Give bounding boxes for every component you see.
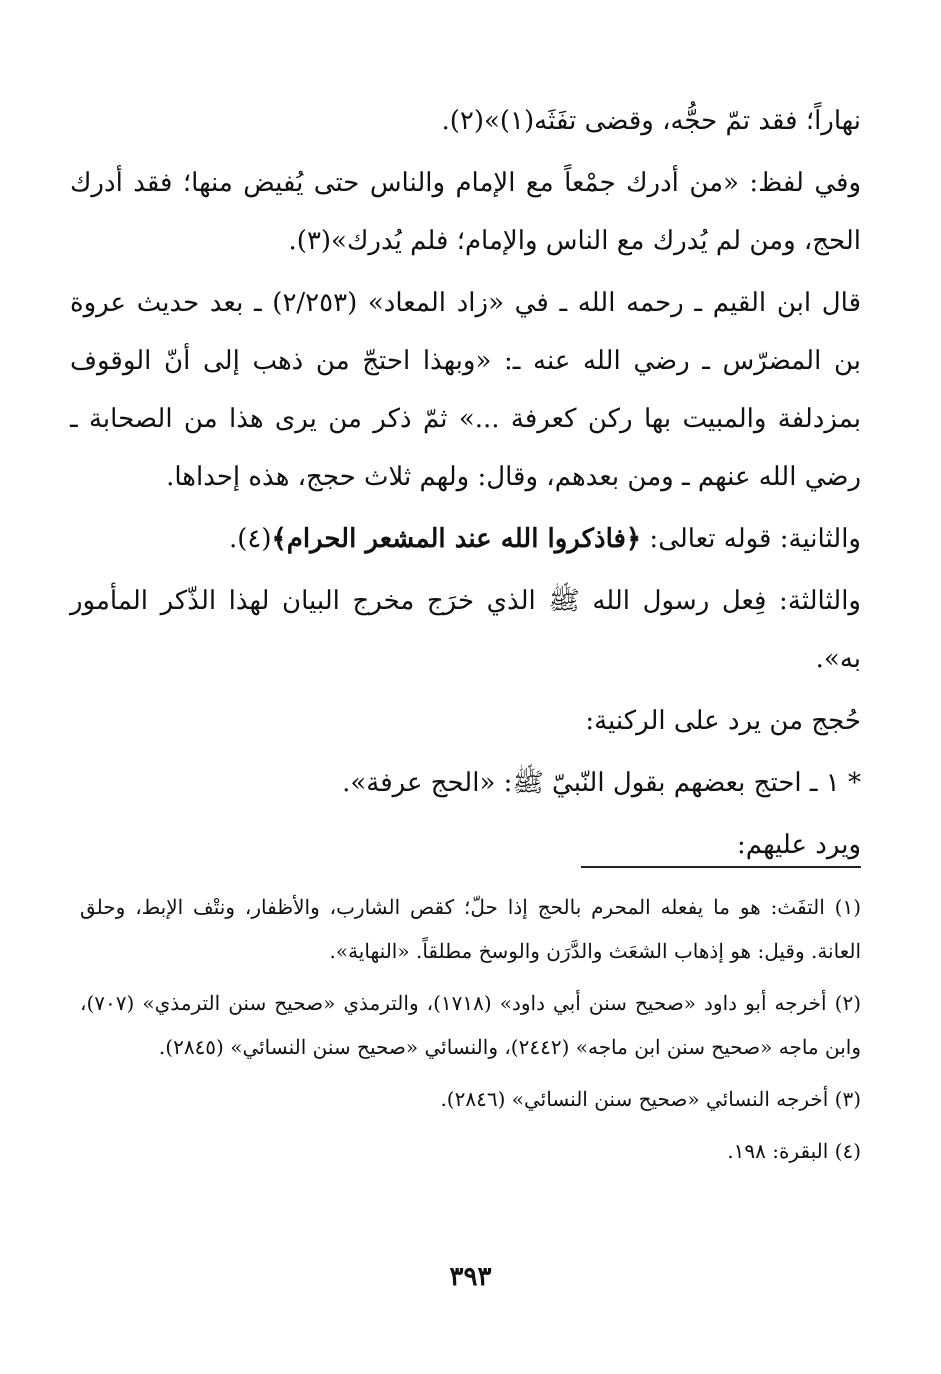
second-proof-footnote-ref: (٤).: [228, 524, 272, 554]
quran-verse: ﴿فاذكروا الله عند المشعر الحرام﴾: [271, 524, 642, 554]
footnote-4: (٤) البقرة: ١٩٨.: [727, 1139, 861, 1163]
paragraph-ibn-al-qayyim-quote: قال ابن القيم ـ رحمه الله ـ في «زاد المعاد» (٢/٢٥٣) ـ بعد حديث عروة بن المضرّس ـ رضي الله عنه ـ: «وبهذا احتجّ من ذهب إلى أنّ الوقوف بمزدلفة والمبيت بها ركن كعرفة ...» ثمّ ذكر من يرى هذا من الصحابة ـ رضي الله عنهم ـ ومن بعدهم، وقال: ولهم ثلاث حجج، هذه إحداها.: [70, 288, 861, 492]
paragraph-second-proof: [70, 510, 861, 568]
section-heading: حُجج من يرد على الركنية:: [585, 706, 861, 736]
paragraph-hadith-end: نهاراً؛ فقد تمّ حجُّه، وقضى تفَثَه(١)»(٢).: [441, 106, 861, 136]
list-item-argument-1: * ١ ـ احتج بعضهم بقول النّبيّ ﷺ: «الحج عرفة».: [342, 768, 861, 798]
footnote-1: (١) التفَث: هو ما يفعله المحرم بالحج إذا حلّ؛ كقص الشارب، والأظفار، ونتْف الإبط، وحلق العانة. وقيل: هو إذهاب الشعَث والدَّرَن والوسخ مطلقاً. «النهاية».: [80, 895, 861, 963]
paragraph-response-intro: ويرد عليهم:: [737, 830, 861, 860]
footnote-3: (٣) أخرجه النسائي «صحيح سنن النسائي» (٢٨٤٦).: [440, 1087, 861, 1111]
paragraph-third-proof: والثالثة: فِعل رسول الله ﷺ الذي خرَج مخرج البيان لهذا الذّكر المأمور به».: [70, 586, 861, 674]
paragraph-alternate-wording: وفي لفظ: «من أدرك جمْعاً مع الإمام والناس حتى يُفيض منها؛ فقد أدرك الحج، ومن لم يُدرك مع الناس والإمام؛ فلم يُدرك»(٣).: [70, 168, 861, 256]
footnote-divider: [581, 866, 861, 868]
footnote-2: (٢) أخرجه أبو داود «صحيح سنن أبي داود» (١٧١٨)، والترمذي «صحيح سنن الترمذي» (٧٠٧)، وابن ماجه «صحيح سنن ابن ماجه» (٢٤٤٢)، والنسائي «صحيح سنن النسائي» (٢٨٤٥).: [80, 991, 861, 1059]
main-text: [70, 92, 861, 874]
footnotes-section: [80, 885, 861, 1181]
second-proof-lead: والثانية: قوله تعالى:: [641, 524, 861, 554]
page-number: ٣٩٣: [449, 1262, 492, 1292]
